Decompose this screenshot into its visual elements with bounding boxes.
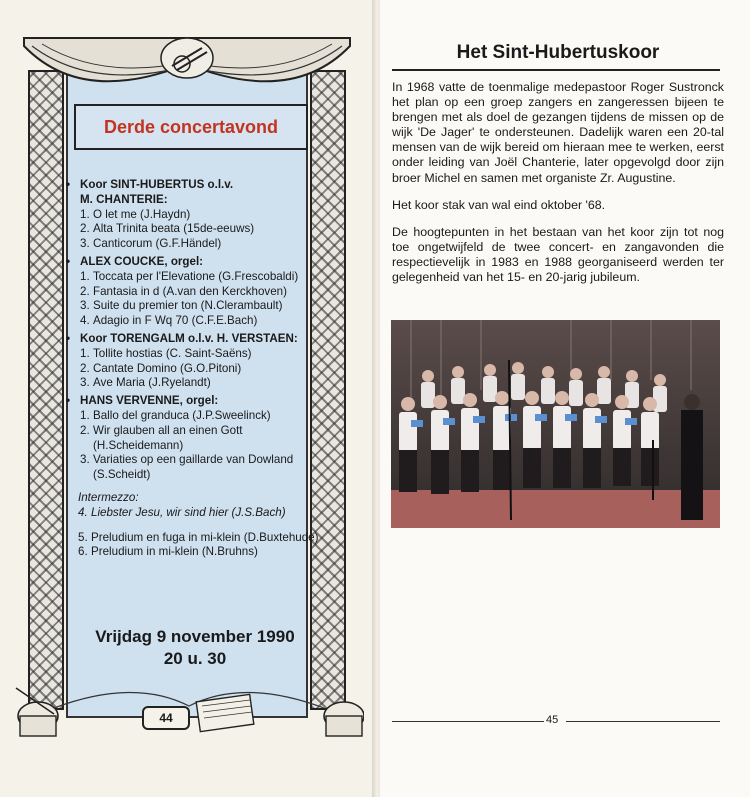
- program-item: 3. Ave Maria (J.Ryelandt): [80, 376, 211, 390]
- program-item: 2. Fantasia in d (A.van den Kerckhoven): [80, 284, 287, 298]
- program-item: 3. Variaties op een gaillarde van Dowland (S.Scheidt): [80, 453, 294, 482]
- article-title: Het Sint-Hubertuskoor: [456, 42, 660, 63]
- page-number-left: 44: [142, 706, 190, 730]
- concert-date: [60, 626, 330, 670]
- program-item: 3. Canticorum (G.F.Händel): [80, 237, 222, 251]
- program-item: 1. O let me (J.Haydn): [80, 207, 191, 221]
- paragraph: De hoogtepunten in het bestaan van het koor zijn tot nog toe ongetwijfeld de twee concert- en zangavonden die respectievelijk in 1983 en 1988 georganiseerd werden ter gelegenheid van het 15- en 20-jarig jubileum.: [392, 224, 724, 285]
- concert-title: Derde concertavond: [103, 116, 279, 137]
- paragraph: Het koor stak van wal eind oktober '68.: [392, 197, 606, 212]
- paragraph: In 1968 vatte de toenmalige medepastoor Roger Sustronck het plan op een groep zangers en zangeressen bijeen te brengen met als doel de gezangen tijdens de missen op de wijk 'De Jager' te ondersteunen. Dadelijk waren een 20-tal mensen van de wijk bereid om hieraan mee te werken, eerst onder leiding van Joël Chanterie, later opgevolgd door zijn broer Michel en samen met organiste Zr. Augustine.: [392, 80, 724, 185]
- program-item: 2. Wir glauben all an einen Gott (H.Scheidemann): [80, 423, 243, 452]
- program-item: 4. Adagio in F Wq 70 (C.F.E.Bach): [80, 314, 258, 328]
- program-item: 1. Toccata per l'Elevatione (G.Frescobaldi): [80, 269, 299, 283]
- program-item: 2. Alta Trinita beata (15de-eeuws): [80, 222, 255, 236]
- program-section: • ALEX COUCKE, orgel: 1. Toccata per l'Elevatione (G.Frescobaldi) 2. Fantasia in d (A.van den Kerckhoven) 3. Suite du premier ton (N.Clerambault) 4. Adagio in F Wq 70 (C.F.E.Bach): [66, 255, 334, 329]
- choir-photo-image: [391, 320, 720, 528]
- choir-photo: [391, 320, 720, 528]
- program-item: 1. Tollite hostias (C. Saint-Saëns): [80, 346, 252, 360]
- section-heading: HANS VERVENNE, orgel:: [80, 394, 219, 408]
- program-item: 5. Preludium en fuga in mi-klein (D.Buxtehude): [78, 530, 319, 544]
- concert-program: [66, 178, 334, 560]
- program-section: • Koor SINT-HUBERTUS o.l.v. M. CHANTERIE: 1. O let me (J.Haydn) 2. Alta Trinita beata (15de-eeuws) 3. Canticorum (G.F.Händel): [66, 178, 334, 252]
- section-heading-cont: M. CHANTERIE:: [80, 192, 168, 206]
- program-item: 1. Ballo del granduca (J.P.Sweelinck): [80, 408, 271, 422]
- intermezzo-label: Intermezzo:: [78, 490, 139, 504]
- left-pillar: [28, 70, 64, 710]
- program-item: 6. Preludium in mi-klein (N.Bruhns): [78, 545, 258, 559]
- concert-title-box: [74, 104, 308, 150]
- section-heading: Koor SINT-HUBERTUS o.l.v.: [80, 178, 234, 191]
- program-item: 2. Cantate Domino (G.O.Pitoni): [80, 361, 242, 375]
- footer-rule-right: [566, 721, 720, 722]
- extra-items: [66, 531, 334, 561]
- drapery-ornament: [22, 36, 352, 100]
- footer-rule-left: [392, 721, 544, 722]
- program-section: • HANS VERVENNE, orgel: 1. Ballo del granduca (J.P.Sweelinck) 2. Wir glauben all an einen Gott (H.Scheidemann) 3. Variaties op een gaillarde van Dowland (S.Scheidt): [66, 394, 334, 483]
- article-body: [392, 80, 724, 297]
- title-rule: [392, 69, 720, 71]
- page-number-right: 45: [546, 714, 559, 726]
- intermezzo-item: 4. Liebster Jesu, wir sind hier (J.S.Bach): [78, 505, 286, 519]
- program-section: • Koor TORENGALM o.l.v. H. VERSTAEN: 1. Tollite hostias (C. Saint-Saëns) 2. Cantate Domino (G.O.Pitoni) 3. Ave Maria (J.Ryelandt): [66, 332, 334, 391]
- section-heading: Koor TORENGALM o.l.v. H. VERSTAEN:: [80, 331, 298, 345]
- date-line: Vrijdag 9 november 1990: [95, 627, 295, 646]
- program-item: 3. Suite du premier ton (N.Clerambault): [80, 299, 283, 313]
- section-heading: ALEX COUCKE, orgel:: [80, 254, 204, 268]
- time-line: 20 u. 30: [163, 649, 227, 668]
- book-spine: [372, 0, 380, 797]
